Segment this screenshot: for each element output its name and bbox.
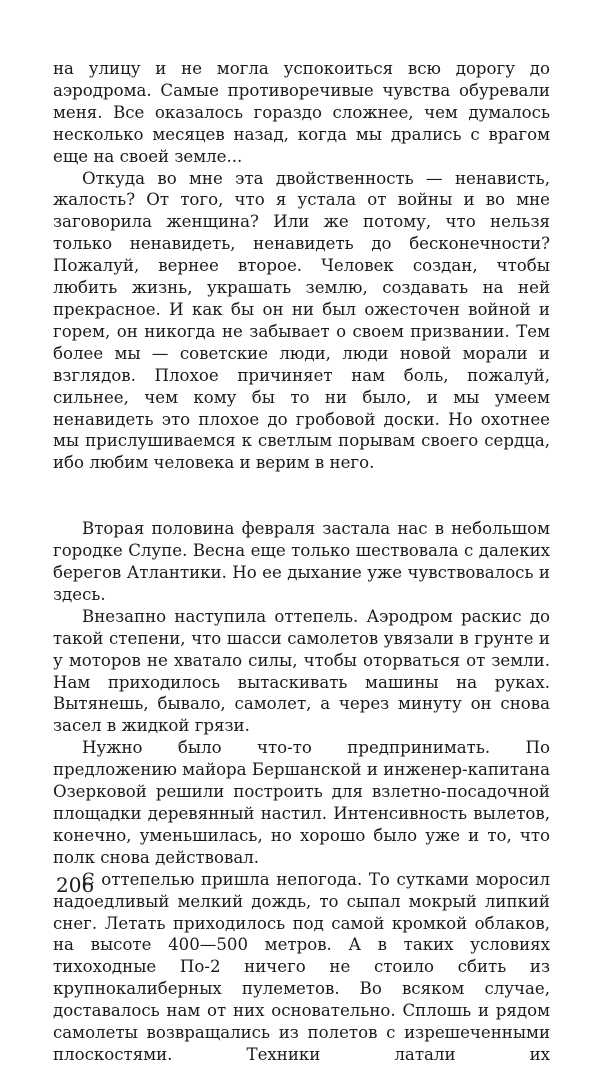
paragraph-4: Внезапно наступила оттепель. Аэродром раскис до такой степени, что шасси самолетов увязали в грунте и у моторов не хватало силы, чтобы оторваться от земли. Нам приходилось вытаскивать машины на руках. Вытянешь, бывало, самолет, а через минуту он снова засел в жидкой грязи. — [53, 606, 550, 736]
page-body — [53, 58, 550, 1066]
paragraph-5: Нужно было что-то предпринимать. По предложению майора Бершанской и инженер-капитана Озерковой решили построить для взлетно-посадочной площадки деревянный настил. Интенсивность вылетов, конечно, уменьшилась, но хорошо было уже и то, что полк снова действовал. — [53, 738, 550, 867]
paragraph-2: Откуда во мне эта двойственность — ненависть, жалость? От того, что я устала от войны и во мне заговорила женщина? Или же потому, что нельзя только ненавидеть, ненавидеть до бесконечности? Пожалуй, вернее второе. Человек создан, чтобы любить жизнь, украшать землю, создавать на ней прекрасное. И как бы он ни был ожесточен войной и горем, он никогда не забывает о своем призвании. Тем более мы — советские люди, люди новой морали и взглядов. Плохое причиняет нам боль, пожалуй, сильнее, чем кому бы то ни было, и мы умеем ненавидеть это плохое до гробовой доски. Но охотнее мы прислушиваемся к светлым порывам своего сердца, ибо любим человека и верим в него. — [53, 168, 550, 473]
page-number: 206 — [56, 873, 95, 897]
paragraph-3: Вторая половина февраля застала нас в небольшом городке Слупе. Весна еще только шествовала с далеких берегов Атлантики. Но ее дыхание уже чувствовалось и здесь. — [53, 519, 550, 604]
section-break — [53, 474, 550, 518]
paragraph-6: С оттепелью пришла непогода. То сутками моросил надоедливый мелкий дождь, то сыпал мокрый липкий снег. Летать приходилось под самой кромкой облаков, на высоте 400—500 метров. А в таких условиях тихоходные По-2 ничего не стоило сбить из крупнокалиберных пулеметов. Во всяком случае, доставалось нам от них основательно. Сплошь и рядом самолеты возвращались из полетов с изрешеченными плоскостями. Техники латали их — [53, 869, 550, 1064]
section-2 — [53, 518, 550, 1066]
section-1 — [53, 58, 550, 474]
paragraph-1: на улицу и не могла успокоиться всю дорогу до аэродрома. Самые противоречивые чувства обуревали меня. Все оказалось гораздо сложнее, чем думалось несколько месяцев назад, когда мы дрались с врагом еще на своей земле... — [53, 59, 550, 166]
